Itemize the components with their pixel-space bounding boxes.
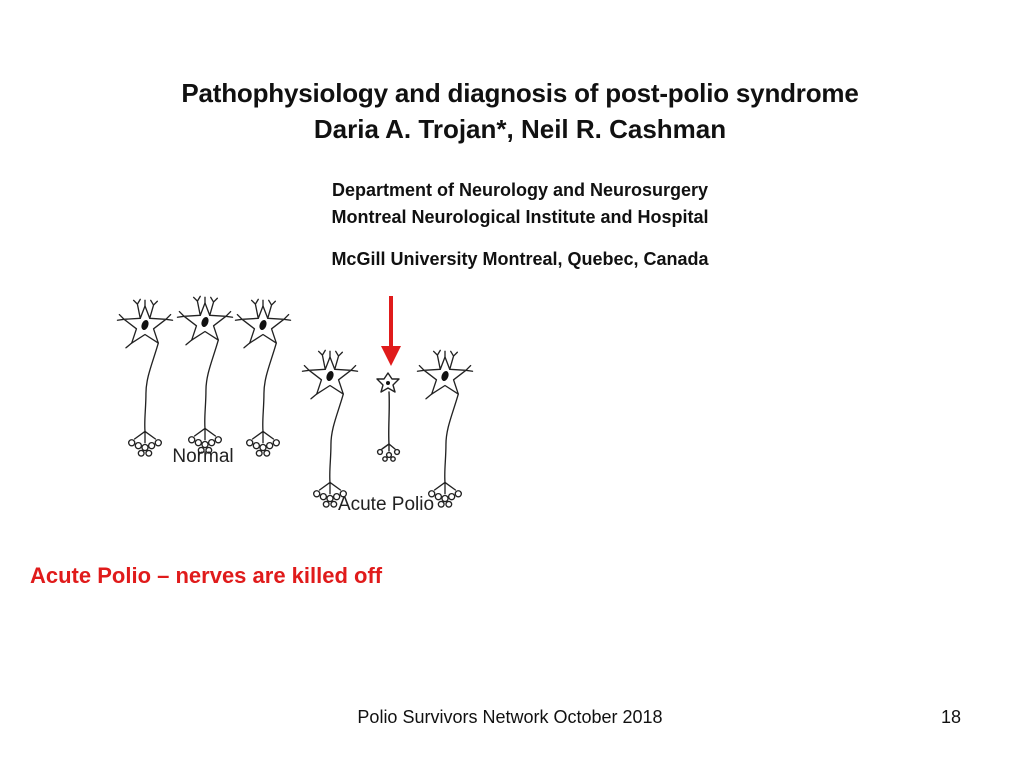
affiliation-university: McGill University Montreal, Quebec, Canada (331, 249, 709, 269)
normal-neuron-3 (235, 299, 290, 456)
acute-neuron-3 (417, 350, 472, 507)
neuron-illustration (115, 290, 485, 530)
normal-label: Normal (172, 446, 234, 467)
affiliation-line-1: Department of Neurology and Neurosurgery (331, 180, 709, 200)
affiliation-department (0, 177, 1024, 231)
acute-polio-label: Acute Polio (337, 494, 435, 515)
slide-title: Pathophysiology and diagnosis of post-polio syndrome (181, 78, 859, 108)
footer-text: Polio Survivors Network October 2018 (357, 707, 663, 727)
slide-caption: Acute Polio – nerves are killed off (30, 563, 383, 588)
affiliation-line-2: Montreal Neurological Institute and Hospital (331, 207, 709, 227)
normal-neuron-1 (117, 299, 172, 456)
slide-authors: Daria A. Trojan*, Neil R. Cashman (313, 114, 727, 144)
red-arrow-icon (381, 296, 401, 366)
acute-neuron-damaged (377, 373, 399, 461)
acute-neuron-1 (302, 350, 357, 507)
page-number: 18 (941, 707, 962, 727)
neuron-figure (115, 290, 485, 535)
normal-neuron-2 (177, 296, 232, 453)
